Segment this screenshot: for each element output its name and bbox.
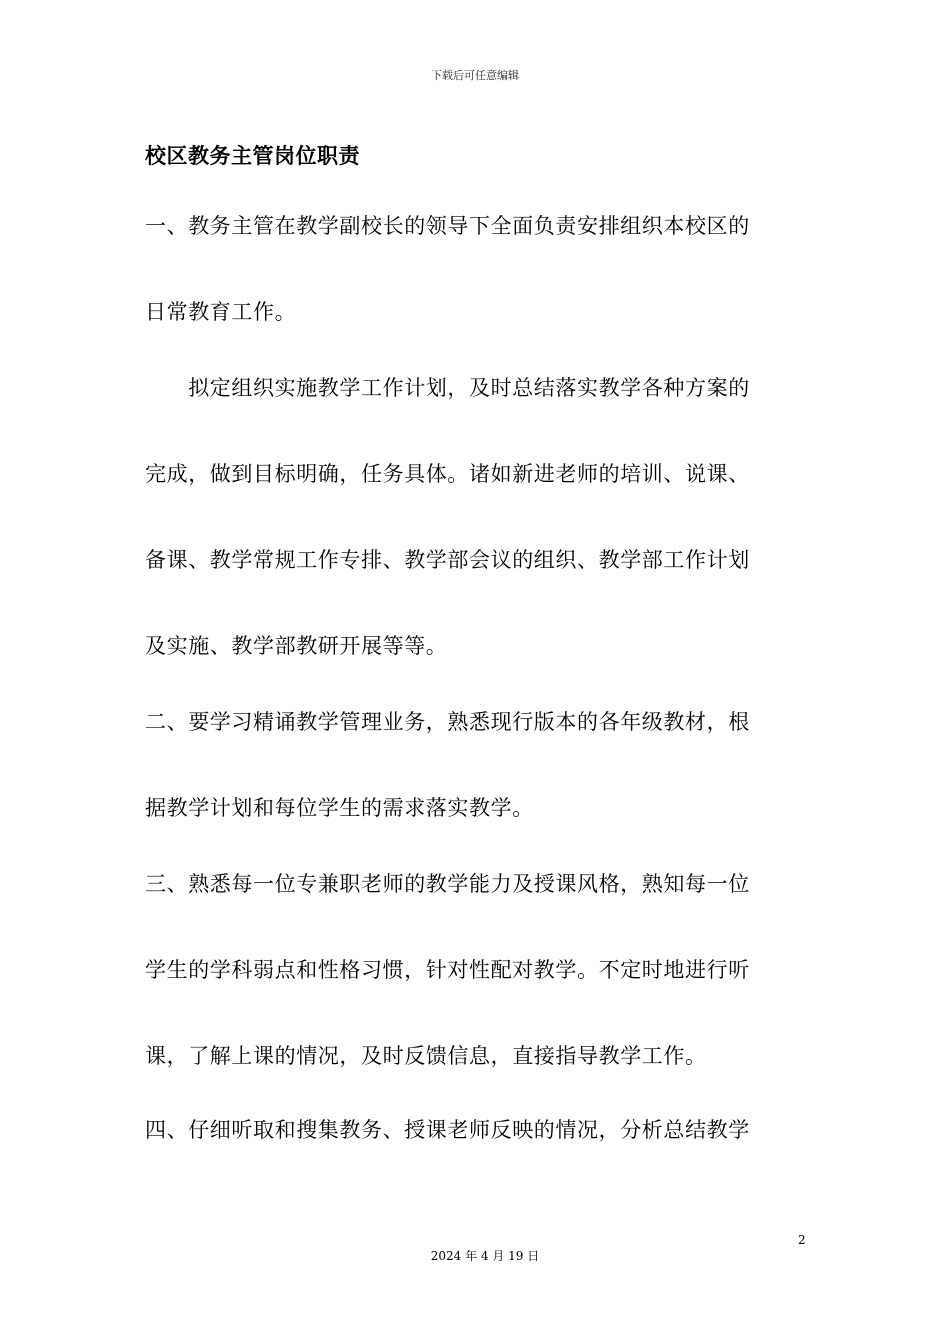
paragraph-line: 备课、教学常规工作专排、教学部会议的组织、教学部工作计划 [145,548,750,572]
paragraph-line: 三、熟悉每一位专兼职老师的教学能力及授课风格，熟知每一位 [145,872,750,896]
paragraph-line: 拟定组织实施教学工作计划，及时总结落实教学各种方案的 [145,376,750,400]
footer-date: 2024 年 4 月 19 日 [430,1249,540,1263]
header-note: 下载后可任意编辑 [431,69,519,82]
document-title: 校区教务主管岗位职责 [145,144,360,168]
paragraph-line: 一、教务主管在教学副校长的领导下全面负责安排组织本校区的 [145,214,750,238]
paragraph-line: 完成，做到目标明确，任务具体。诸如新进老师的培训、说课、 [145,462,750,486]
page-number: 2 [798,1233,806,1247]
paragraph-line: 日常教育工作。 [145,300,297,324]
paragraph-line: 四、仔细听取和搜集教务、授课老师反映的情况，分析总结教学 [145,1118,750,1142]
paragraph-line: 学生的学科弱点和性格习惯，针对性配对教学。不定时地进行听 [145,958,750,982]
paragraph-line: 据教学计划和每位学生的需求落实教学。 [145,796,534,820]
paragraph-line: 课，了解上课的情况，及时反馈信息，直接指导教学工作。 [145,1044,707,1068]
paragraph-line: 二、要学习精诵教学管理业务，熟悉现行版本的各年级教材，根 [145,710,750,734]
paragraph-line: 及实施、教学部教研开展等等。 [145,634,448,658]
